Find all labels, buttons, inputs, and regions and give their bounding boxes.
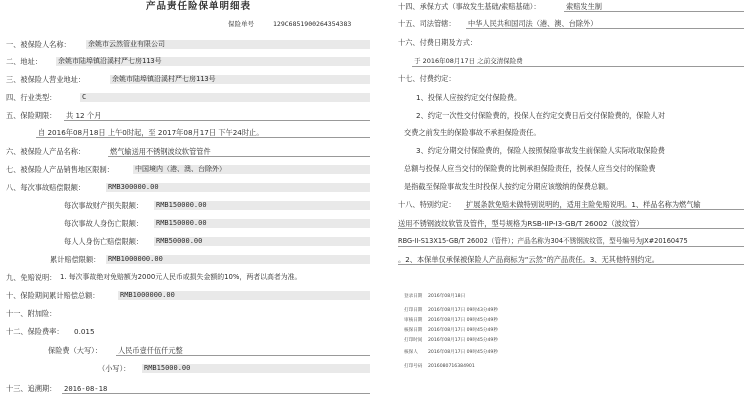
deductible-label: 九、免赔说明：	[6, 273, 57, 282]
footer-value-3: 2016年08月17日 09时45分49秒	[428, 318, 498, 323]
footer-label-5: 打印时间	[404, 338, 423, 343]
business-address-label: 三、被保险人营业地址：	[6, 75, 86, 84]
footer-value-1: 2016年08月18日	[428, 294, 466, 299]
special-terms-line1: 扩展条款免赔未做特别说明的，适用主险免赔说明。1、样品名称为燃气输	[466, 200, 701, 209]
insured-name-value: 余姚市云然管业有限公司	[88, 40, 165, 48]
industry-field	[80, 93, 370, 102]
address-value: 余姚市陆埠镇沿溪村严七房113号	[58, 57, 162, 65]
per-person-limit-field	[154, 237, 370, 246]
special-terms-underline-4	[398, 264, 744, 265]
address-label: 二、地址：	[6, 57, 42, 66]
special-terms-underline-3	[398, 246, 744, 247]
footer-value-2: 2016年08月17日 09时43分49秒	[428, 308, 498, 313]
footer-label-2: 打印日期	[404, 308, 423, 313]
sales-region-value: 中国境内（港、澳、台除外）	[135, 165, 226, 173]
footer-label-1: 登录日期	[404, 294, 423, 299]
period-months: 共 12 个月	[66, 111, 102, 120]
coverage-basis-underline	[564, 11, 744, 12]
property-loss-limit-value: RMB150000.00	[156, 201, 207, 209]
total-compensation-label: 十、保险期间累计赔偿总额：	[6, 291, 100, 300]
period-label: 五、保险期限：	[6, 111, 57, 120]
period-underline	[64, 120, 370, 121]
retroactive-value: 2016-08-18	[64, 384, 108, 393]
additional-insurance-label: 十一、附加险：	[6, 309, 57, 318]
coverage-basis-label: 十四、承保方式（事故发生基础/索赔基础）：	[398, 2, 541, 11]
per-person-limit-value: RMB50000.00	[156, 237, 203, 245]
industry-label: 四、行业类型：	[6, 93, 57, 102]
injury-limit-value: RMB150000.00	[156, 219, 207, 227]
special-terms-underline-1	[464, 209, 744, 210]
premium-rate-label: 十二、保险费率：	[6, 327, 64, 336]
product-name-underline	[108, 156, 370, 157]
special-terms-line2: 送用不锈钢波纹软管及管件，型号规格为RSB-IIP-I3-GB/T 26002（波纹管）	[398, 219, 644, 228]
special-terms-label: 十八、特别约定：	[398, 200, 456, 209]
special-terms-line4: 。2、本保单仅承保被保险人产品商标为“云然”的产品责任。3、无其他特别约定。	[398, 255, 659, 264]
footer-value-5: 2016年08月17日 09时45分49秒	[428, 338, 498, 343]
special-terms-underline-2	[398, 228, 744, 229]
retroactive-underline	[62, 393, 370, 394]
insured-name-label: 一、被保险人名称：	[6, 40, 71, 49]
product-name-value: 燃气输送用不锈钢波纹软管管件	[110, 147, 211, 156]
premium-words-label: 保险费（大写）：	[48, 346, 102, 355]
retroactive-label: 十三、追溯期：	[6, 384, 57, 393]
footer-label-4: 核保日期	[404, 328, 423, 333]
premium-words-underline	[116, 355, 370, 356]
premium-amount-label: （小写）：	[98, 364, 131, 373]
payment-terms-p3c: 是指截至保险事故发生时投保人按约定分期应该缴纳的保费总额。	[404, 182, 613, 191]
property-loss-limit-label: 每次事故财产损失限额：	[64, 201, 144, 210]
insured-name-field	[86, 40, 370, 49]
premium-amount-field	[142, 364, 370, 373]
per-person-limit-label: 每人人身伤亡赔偿限额：	[64, 237, 144, 246]
jurisdiction-value: 中华人民共和国司法（港、澳、台除外）	[468, 19, 598, 28]
payment-date-value: 于 2016年08月17日 之前交清保险费	[414, 57, 523, 65]
payment-terms-p2a: 2、约定一次性交付保险费的，投保人在约定交费日后交付保险费的，保险人对	[416, 111, 665, 120]
per-accident-limit-label: 八、每次事故赔偿限额：	[6, 183, 86, 192]
footer-label-6: 核保人	[404, 350, 418, 355]
footer-label-3: 审核日期	[404, 318, 423, 323]
policy-number-label: 保险单号	[228, 20, 254, 28]
per-accident-limit-field	[106, 183, 370, 192]
document-title: 产品责任险保单明细表	[146, 1, 252, 12]
footer-value-4: 2016年08月17日 09时45分49秒	[428, 328, 498, 333]
payment-terms-p1: 1、投保人应按约定交付保险费。	[416, 93, 522, 102]
total-compensation-field	[118, 291, 370, 300]
aggregate-limit-value: RMB1000000.00	[108, 255, 163, 263]
payment-date-label: 十六、付费日期及方式：	[398, 38, 478, 47]
premium-rate-value: 0.015	[74, 327, 95, 336]
payment-terms-p3b: 总额与投保人应当交付的保险费的比例承担保险责任，投保人应当交付的保险费	[404, 164, 656, 173]
property-loss-limit-field	[154, 201, 370, 210]
payment-terms-label: 十七、付费约定：	[398, 74, 456, 83]
policy-number: 129C6851900264354383	[273, 20, 352, 28]
business-address-field	[110, 75, 370, 84]
premium-words-value: 人民币壹仟伍仟元整	[118, 346, 183, 355]
per-accident-limit-value: RMB300000.00	[108, 183, 159, 191]
sales-region-field	[133, 165, 370, 174]
footer-value-7: 2016080716384901	[428, 364, 475, 369]
premium-amount-value: RMB15000.00	[144, 364, 191, 372]
payment-date-underline	[412, 66, 744, 67]
payment-terms-p3a: 3、约定分期交付保险费的，保险人按照保险事故发生前保险人实际收取保险费	[416, 146, 665, 155]
aggregate-limit-field	[106, 255, 370, 264]
period-range-underline	[36, 137, 370, 138]
period-range: 自 2016年08月18日 上午0时起，至 2017年08月17日 下午24时止。	[38, 128, 264, 137]
sales-region-label: 七、被保险人产品销售地区限制：	[6, 165, 114, 174]
footer-value-6: 2016年08月17日 09时45分49秒	[428, 350, 498, 355]
total-compensation-value: RMB1000000.00	[120, 291, 175, 299]
deductible-value: 1. 每次事故绝对免赔额为2000元人民币或损失金额的10%，两者以高者为准。	[60, 273, 302, 281]
address-field	[56, 57, 370, 66]
jurisdiction-label: 十五、司法管辖：	[398, 19, 456, 28]
special-terms-line3: RBG-II-S13X15-GB/T 26002（管件）；产品名称为304不锈钢波纹管，型号编号为JX#20160475	[398, 237, 688, 245]
industry-value: C	[82, 93, 87, 101]
business-address-value: 余姚市陆埠镇沿溪村严七房113号	[112, 75, 216, 83]
jurisdiction-underline	[466, 28, 744, 29]
coverage-basis-value: 索赔发生制	[566, 2, 602, 11]
payment-terms-p2b: 交费之前发生的保险事故不承担保险责任。	[404, 128, 541, 137]
footer-label-7: 打印号码	[404, 364, 423, 369]
aggregate-limit-label: 累计赔偿限额：	[50, 255, 101, 264]
injury-limit-field	[154, 219, 370, 228]
injury-limit-label: 每次事故人身伤亡限额：	[64, 219, 144, 228]
product-name-label: 六、被保险人产品名称：	[6, 147, 86, 156]
